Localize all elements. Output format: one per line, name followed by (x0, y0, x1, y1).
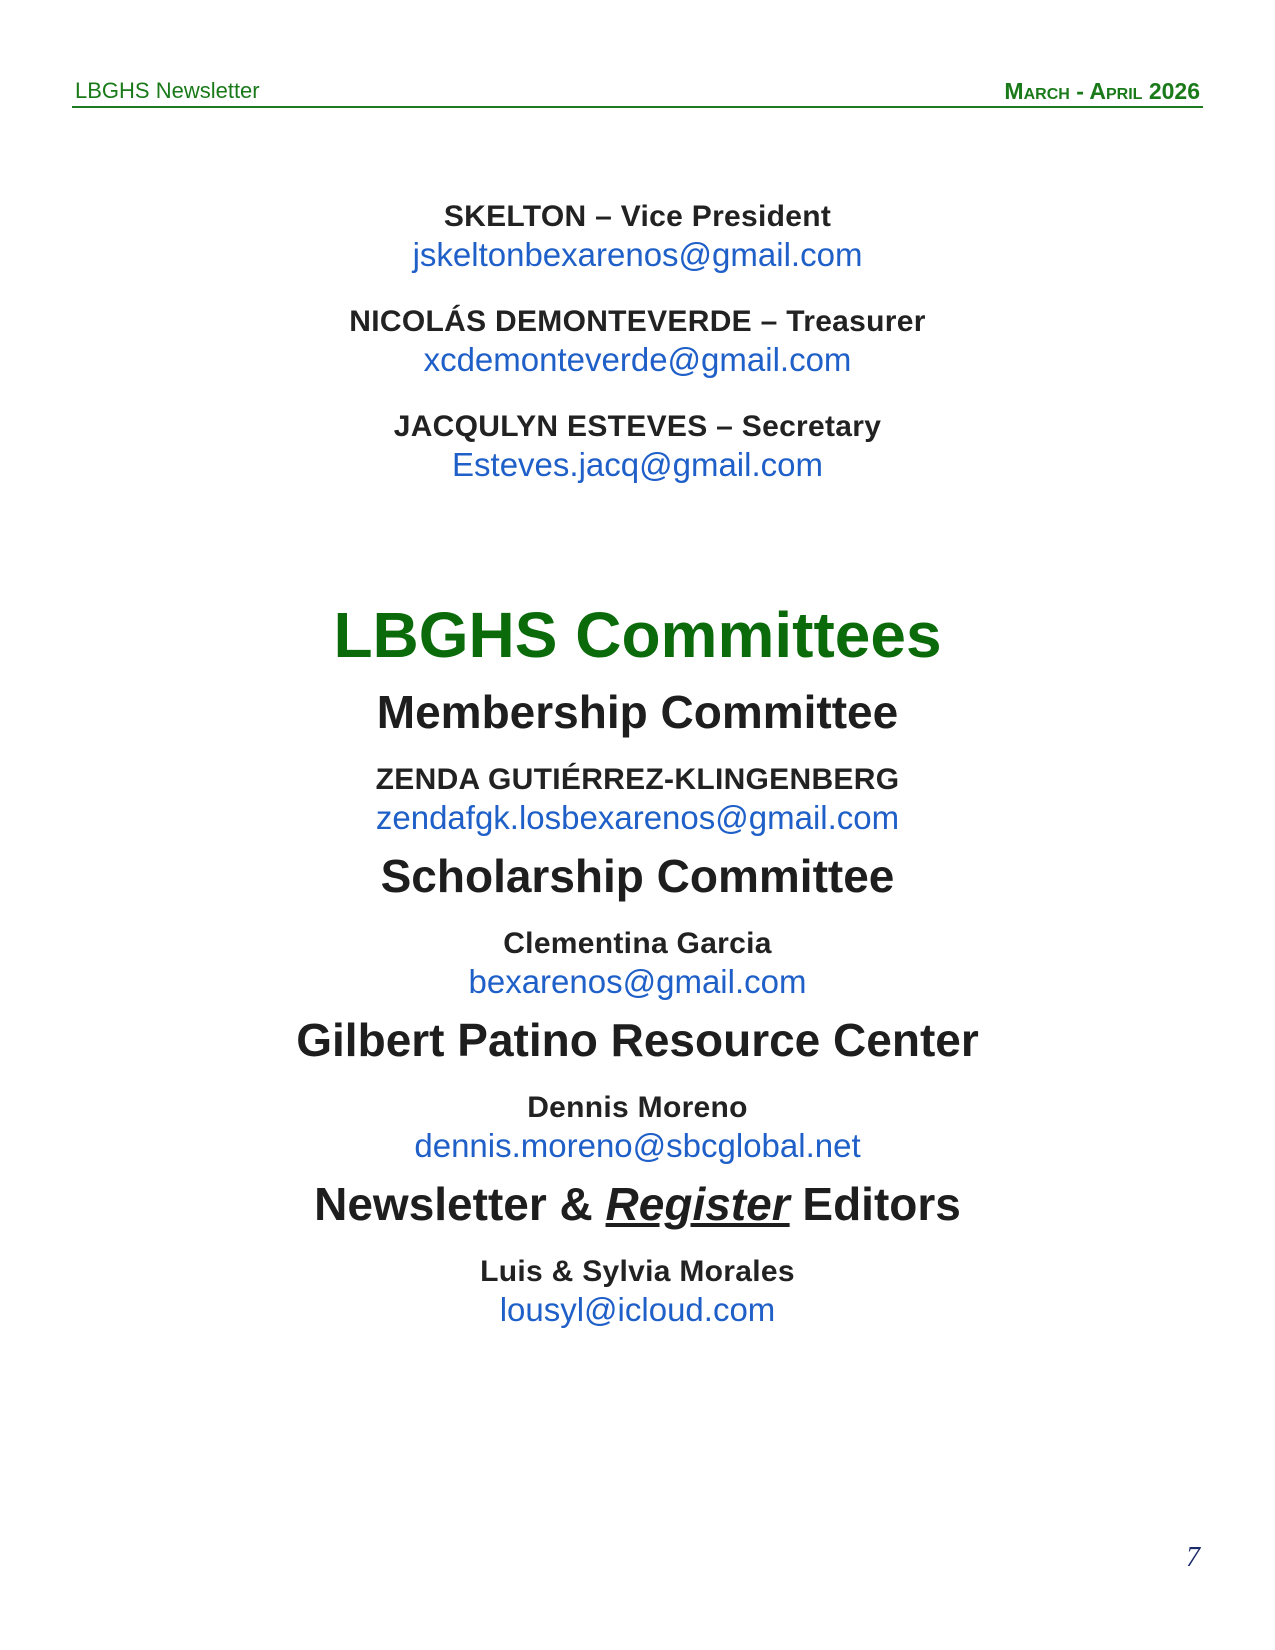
committee-email-link[interactable]: zendafgk.losbexarenos@gmail.com (375, 799, 900, 836)
page-header (72, 72, 1203, 108)
committee-title: Newsletter & Register Editors (314, 1178, 961, 1230)
officer-name-line: JACQULYN ESTEVES – Secretary (393, 410, 882, 443)
committee-title: Scholarship Committee (380, 850, 895, 902)
committee-email-link[interactable]: dennis.moreno@sbcglobal.net (414, 1127, 861, 1164)
committee-person: ZENDA GUTIÉRREZ-KLINGENBERG (375, 763, 900, 796)
committee-title: Membership Committee (376, 686, 899, 738)
section-spacer (0, 515, 1275, 595)
officer-treasurer (0, 305, 1275, 381)
officer-vice-president (0, 200, 1275, 276)
officer-name-line: NICOLÁS DEMONTEVERDE – Treasurer (349, 305, 926, 338)
newsletter-name: LBGHS Newsletter (75, 78, 260, 103)
committee-person: Clementina Garcia (503, 927, 772, 960)
issue-date: March - April 2026 (1004, 78, 1200, 104)
scholarship-committee (0, 847, 1275, 1003)
committee-person: Dennis Moreno (527, 1091, 748, 1124)
resource-center (0, 1011, 1275, 1167)
committee-title: Gilbert Patino Resource Center (296, 1014, 979, 1066)
committees-heading: LBGHS Committees (333, 599, 942, 671)
newsletter-editors (0, 1175, 1275, 1331)
page-number: 7 (1186, 1542, 1200, 1573)
membership-committee (0, 683, 1275, 839)
officer-email-link[interactable]: xcdemonteverde@gmail.com (423, 341, 852, 378)
officer-secretary (0, 410, 1275, 486)
officer-email-link[interactable]: Esteves.jacq@gmail.com (452, 446, 823, 483)
page-content (0, 200, 1275, 1331)
committee-person: Luis & Sylvia Morales (480, 1255, 795, 1288)
committee-email-link[interactable]: bexarenos@gmail.com (468, 963, 807, 1000)
officer-name-line: SKELTON – Vice President (443, 200, 832, 233)
register-title-word: Register (605, 1178, 790, 1230)
officer-email-link[interactable]: jskeltonbexarenos@gmail.com (412, 236, 863, 273)
committee-email-link[interactable]: lousyl@icloud.com (499, 1291, 776, 1328)
